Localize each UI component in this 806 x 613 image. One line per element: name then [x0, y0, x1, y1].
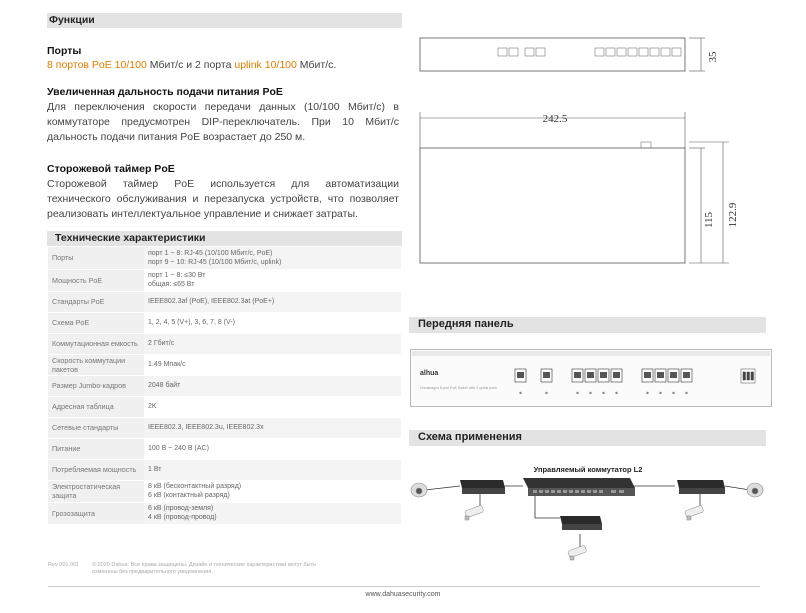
port-led — [576, 392, 578, 394]
port-led — [589, 392, 591, 394]
port-led — [646, 392, 648, 394]
footer-rev: Rev 001.001 — [48, 562, 80, 568]
dome-camera-right — [747, 483, 763, 497]
spec-value-line: 6 кВ (провод-земля) — [148, 505, 214, 512]
spec-value-line: 8 кВ (бесконтактный разряд) — [148, 483, 242, 490]
rj45-port-socket — [587, 372, 594, 378]
rj45-port-socket — [517, 372, 524, 378]
functions-title: Функции — [49, 14, 95, 26]
spec-key: Питание — [48, 438, 144, 459]
dip-switch — [741, 369, 755, 383]
spec-row — [48, 269, 401, 291]
feature-watchdog-text: Сторожевой таймер PoE используется для автоматизации технического обслуживания и перезапуска устройств, что позволяет реализовать интеллектуальное управление и снижает затраты. — [47, 178, 399, 220]
front-view-outline — [420, 38, 685, 71]
spec-value — [144, 247, 401, 269]
spec-value-line: 1 Вт — [148, 466, 162, 473]
port-led — [659, 392, 661, 394]
spec-value-line: общая: ≤65 Вт — [148, 281, 195, 288]
ports-text-end: Мбит/с. — [299, 59, 337, 71]
spec-key: Порты — [48, 247, 144, 269]
spec-key: Грозозащита — [48, 502, 144, 524]
spec-value — [144, 459, 401, 480]
spec-value-line: 2048 байт — [148, 382, 181, 389]
spec-value — [144, 333, 401, 354]
port-led — [615, 392, 617, 394]
application-title: Схема применения — [418, 431, 522, 443]
ports-text-mid: Мбит/с и 2 порта — [149, 59, 235, 71]
spec-value-line: 1, 2, 4, 5 (V+), 3, 6, 7, 8 (V-) — [148, 319, 235, 326]
front-panel-logo: alhua — [420, 370, 439, 377]
spec-value — [144, 312, 401, 333]
ports-text-orange: 8 портов PoE 10/100 — [47, 59, 150, 71]
spec-value-line: 6 кВ (контактный разряд) — [148, 492, 230, 499]
footer-divider — [48, 586, 760, 587]
port-led — [602, 392, 604, 394]
section-application — [409, 430, 766, 446]
spec-key: Адресная таблица — [48, 396, 144, 417]
spec-row — [48, 247, 401, 269]
front-view-ports — [498, 48, 681, 56]
ports-text-uplink: uplink 10/100 — [234, 59, 300, 71]
top-view-outline — [420, 148, 685, 263]
dim-width: 242.5 — [542, 113, 568, 125]
dimension-drawing — [405, 30, 750, 280]
rj45-port-socket — [670, 372, 677, 378]
spec-value-line: порт 1 ~ 8: ≤30 Вт — [148, 272, 206, 279]
spec-value — [144, 438, 401, 459]
port-led — [685, 392, 687, 394]
poe-switch-bottom — [560, 516, 602, 530]
rj45-port-socket — [657, 372, 664, 378]
feature-ports-title: Порты — [47, 45, 82, 57]
spec-row — [48, 459, 401, 480]
spec-value — [144, 269, 401, 291]
spec-row — [48, 354, 401, 375]
spec-value — [144, 291, 401, 312]
spec-value-line: 2 Гбит/с — [148, 340, 175, 347]
spec-value — [144, 375, 401, 396]
spec-row — [48, 502, 401, 524]
spec-row — [48, 375, 401, 396]
spec-key: Коммутационная емкость — [48, 333, 144, 354]
spec-row — [48, 312, 401, 333]
footer-copyright-2: изменены без предварительного уведомления. — [92, 569, 213, 575]
spec-key: Размер Jumbo-кадров — [48, 375, 144, 396]
spec-key: Мощность PoE — [48, 269, 144, 291]
poe-switch-right — [677, 480, 725, 494]
section-specs — [47, 231, 402, 246]
spec-row — [48, 333, 401, 354]
section-front-panel — [409, 317, 766, 333]
feature-poe-range-text: Для переключения скорости передачи данных (10/100 Мбит/с) в коммутаторе предусмотрен DIP-переключатель. При 10 Мбит/с дальность подачи питания PoE возрастает до 250 м. — [47, 101, 399, 143]
spec-table — [48, 247, 401, 525]
spec-key: Схема PoE — [48, 312, 144, 333]
port-led — [545, 392, 547, 394]
rj45-port-socket — [683, 372, 690, 378]
bullet-camera-right — [685, 505, 704, 520]
application-diagram — [405, 458, 770, 568]
spec-value — [144, 502, 401, 524]
spec-row — [48, 480, 401, 502]
spec-value-line: порт 9 ~ 10: RJ-45 (10/100 Мбит/с, uplink) — [148, 258, 282, 266]
spec-row — [48, 438, 401, 459]
feature-poe-range-title: Увеличенная дальность подачи питания PoE — [47, 86, 283, 98]
spec-value-line: IEEE802.3af (PoE), IEEE802.3at (PoE+) — [148, 298, 275, 305]
managed-switch — [523, 478, 635, 496]
spec-value-line: 100 В ~ 240 В (AC) — [148, 445, 209, 452]
rj45-port-socket — [600, 372, 607, 378]
spec-key: Потребляемая мощность — [48, 459, 144, 480]
spec-key: Стандарты PoE — [48, 291, 144, 312]
specs-title: Технические характеристики — [55, 232, 206, 244]
spec-value — [144, 354, 401, 375]
front-panel-image — [410, 349, 772, 407]
spec-value-line: IEEE802.3, IEEE802.3u, IEEE802.3x — [148, 424, 264, 431]
port-led — [519, 392, 521, 394]
feature-ports-text — [47, 58, 407, 73]
spec-key: Электростатическая защита — [48, 480, 144, 502]
footer-url: www.dahuasecurity.com — [365, 591, 441, 598]
spec-value-line: порт 1 ~ 8: RJ-45 (10/100 Мбит/с, PoE) — [148, 249, 273, 257]
dim-depth-outer: 122.9 — [727, 202, 739, 228]
feature-watchdog-title: Сторожевой таймер PoE — [47, 163, 175, 175]
managed-switch-label: Управляемый коммутатор L2 — [533, 465, 643, 474]
bullet-camera-bottom — [568, 545, 587, 560]
spec-value-line: 2K — [148, 403, 157, 410]
front-panel-subtitle: Unmanaged 8-port PoE Switch with 2 uplink ports — [420, 386, 498, 390]
spec-row — [48, 291, 401, 312]
spec-key: Сетевые стандарты — [48, 417, 144, 438]
port-led — [672, 392, 674, 394]
rj45-port-socket — [644, 372, 651, 378]
footer-copyright-1: © 2020 Dahua. Все права защищены. Дизайн и технические характеристики могут быть — [92, 562, 316, 568]
dome-camera-left — [411, 483, 427, 497]
spec-value — [144, 417, 401, 438]
rj45-port-socket — [613, 372, 620, 378]
spec-value — [144, 480, 401, 502]
section-functions — [47, 13, 402, 28]
spec-value-line: 1.49 Мпак/с — [148, 361, 186, 368]
spec-row — [48, 396, 401, 417]
rj45-port-socket — [574, 372, 581, 378]
poe-switch-left — [460, 480, 505, 494]
spec-value-line: 4 кВ (провод-провод) — [148, 514, 217, 521]
bullet-camera-left — [465, 505, 484, 520]
spec-row — [48, 417, 401, 438]
spec-key: Скорость коммутации пакетов — [48, 354, 144, 375]
rj45-port-socket — [543, 372, 550, 378]
front-panel-title: Передняя панель — [418, 318, 514, 330]
dim-depth-inner: 115 — [703, 211, 715, 229]
dim-height-front: 35 — [707, 51, 719, 63]
spec-value — [144, 396, 401, 417]
